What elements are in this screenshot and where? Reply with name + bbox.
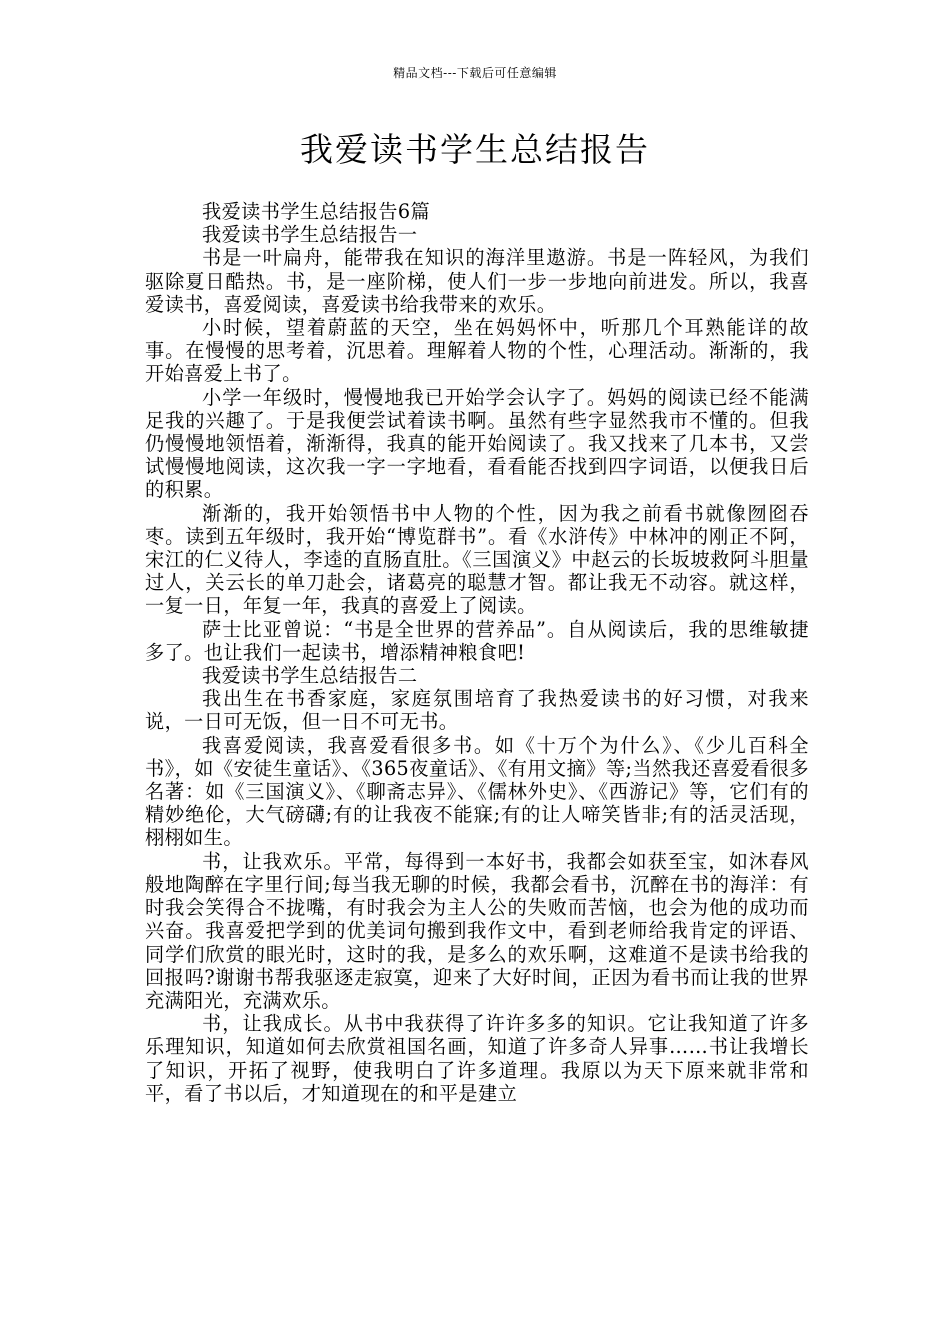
- document-title: 我爱读书学生总结报告: [300, 130, 650, 169]
- paragraph: 书，让我成长。从书中我获得了许许多多的知识。它让我知道了许多乐理知识，知道如何去欣赏祖国名画，知道了许多奇人异事……书让我增长了知识，开拓了视野，使我明白了许多道理。我原以为天下原来就非常和平，看了书以后，才知道现在的和平是建立: [145, 1012, 809, 1105]
- paragraph: 渐渐的，我开始领悟书中人物的个性，因为我之前看书就像囫囵吞枣。读到五年级时，我开始“博览群书”。看《水浒传》中林冲的刚正不阿，宋江的仁义待人，李逵的直肠直肚。《三国演义》中赵云的长坂坡救阿斗胆量过人，关云长的单刀赴会，诸葛亮的聪慧才智。都让我无不动容。就这样，一复一日，年复一年，我真的喜爱上了阅读。: [145, 501, 809, 618]
- paragraph: 小学一年级时，慢慢地我已开始学会认字了。妈妈的阅读已经不能满足我的兴趣了。于是我便尝试着读书啊。虽然有些字显然我市不懂的。但我仍慢慢地领悟着，渐渐得，我真的能开始阅读了。我又找来了几本书，又尝试慢慢地阅读，这次我一字一字地看，看看能否找到四字词语，以便我日后的积累。: [145, 385, 809, 502]
- paragraph: 我出生在书香家庭，家庭氛围培育了我热爱读书的好习惯，对我来说，一日可无饭，但一日不可无书。: [145, 687, 809, 734]
- document-body: [145, 200, 809, 1105]
- header-note: 精品文档---下载后可任意编辑: [393, 66, 557, 80]
- paragraph: 书，让我欢乐。平常，每得到一本好书，我都会如获至宝，如沐春风般地陶醉在字里行间;每当我无聊的时候，我都会看书，沉醉在书的海洋：有时我会笑得合不拢嘴，有时我会为主人公的失败而苦恼，也会为他的成功而兴奋。我喜爱把学到的优美词句搬到我作文中，看到老师给我肯定的评语、同学们欣赏的眼光时，这时的我，是多么的欢乐啊，这难道不是读书给我的回报吗?谢谢书帮我驱逐走寂寞，迎来了大好时间，正因为看书而让我的世界充满阳光，充满欢乐。: [145, 849, 809, 1012]
- paragraph: 我喜爱阅读，我喜爱看很多书。如《十万个为什么》、《少儿百科全书》，如《安徒生童话》、《365夜童话》、《有用文摘》等;当然我还喜爱看很多名著：如《三国演义》、《聊斋志异》、《儒林外史》、《西游记》等，它们有的精妙绝伦，大气磅礴;有的让我夜不能寐;有的让人啼笑皆非;有的活灵活现，栩栩如生。: [145, 733, 809, 850]
- section-heading-2: 我爱读书学生总结报告二: [202, 664, 418, 688]
- paragraph: 小时候，望着蔚蓝的天空，坐在妈妈怀中，听那几个耳熟能详的故事。在慢慢的思考着，沉思着。理解着人物的个性，心理活动。渐渐的，我开始喜爱上书了。: [145, 316, 809, 386]
- paragraph-subtitle: 我爱读书学生总结报告6篇: [202, 200, 431, 223]
- paragraph: 书是一叶扁舟，能带我在知识的海洋里遨游。书是一阵轻风，为我们驱除夏日酷热。书，是一座阶梯，使人们一步一步地向前进发。所以，我喜爱读书，喜爱阅读，喜爱读书给我带来的欢乐。: [145, 246, 809, 316]
- paragraph: 萨士比亚曾说：“书是全世界的营养品”。自从阅读后，我的思维敏捷多了。也让我们一起读书，增添精神粮食吧!: [145, 617, 809, 664]
- section-heading-1: 我爱读书学生总结报告一: [202, 223, 418, 247]
